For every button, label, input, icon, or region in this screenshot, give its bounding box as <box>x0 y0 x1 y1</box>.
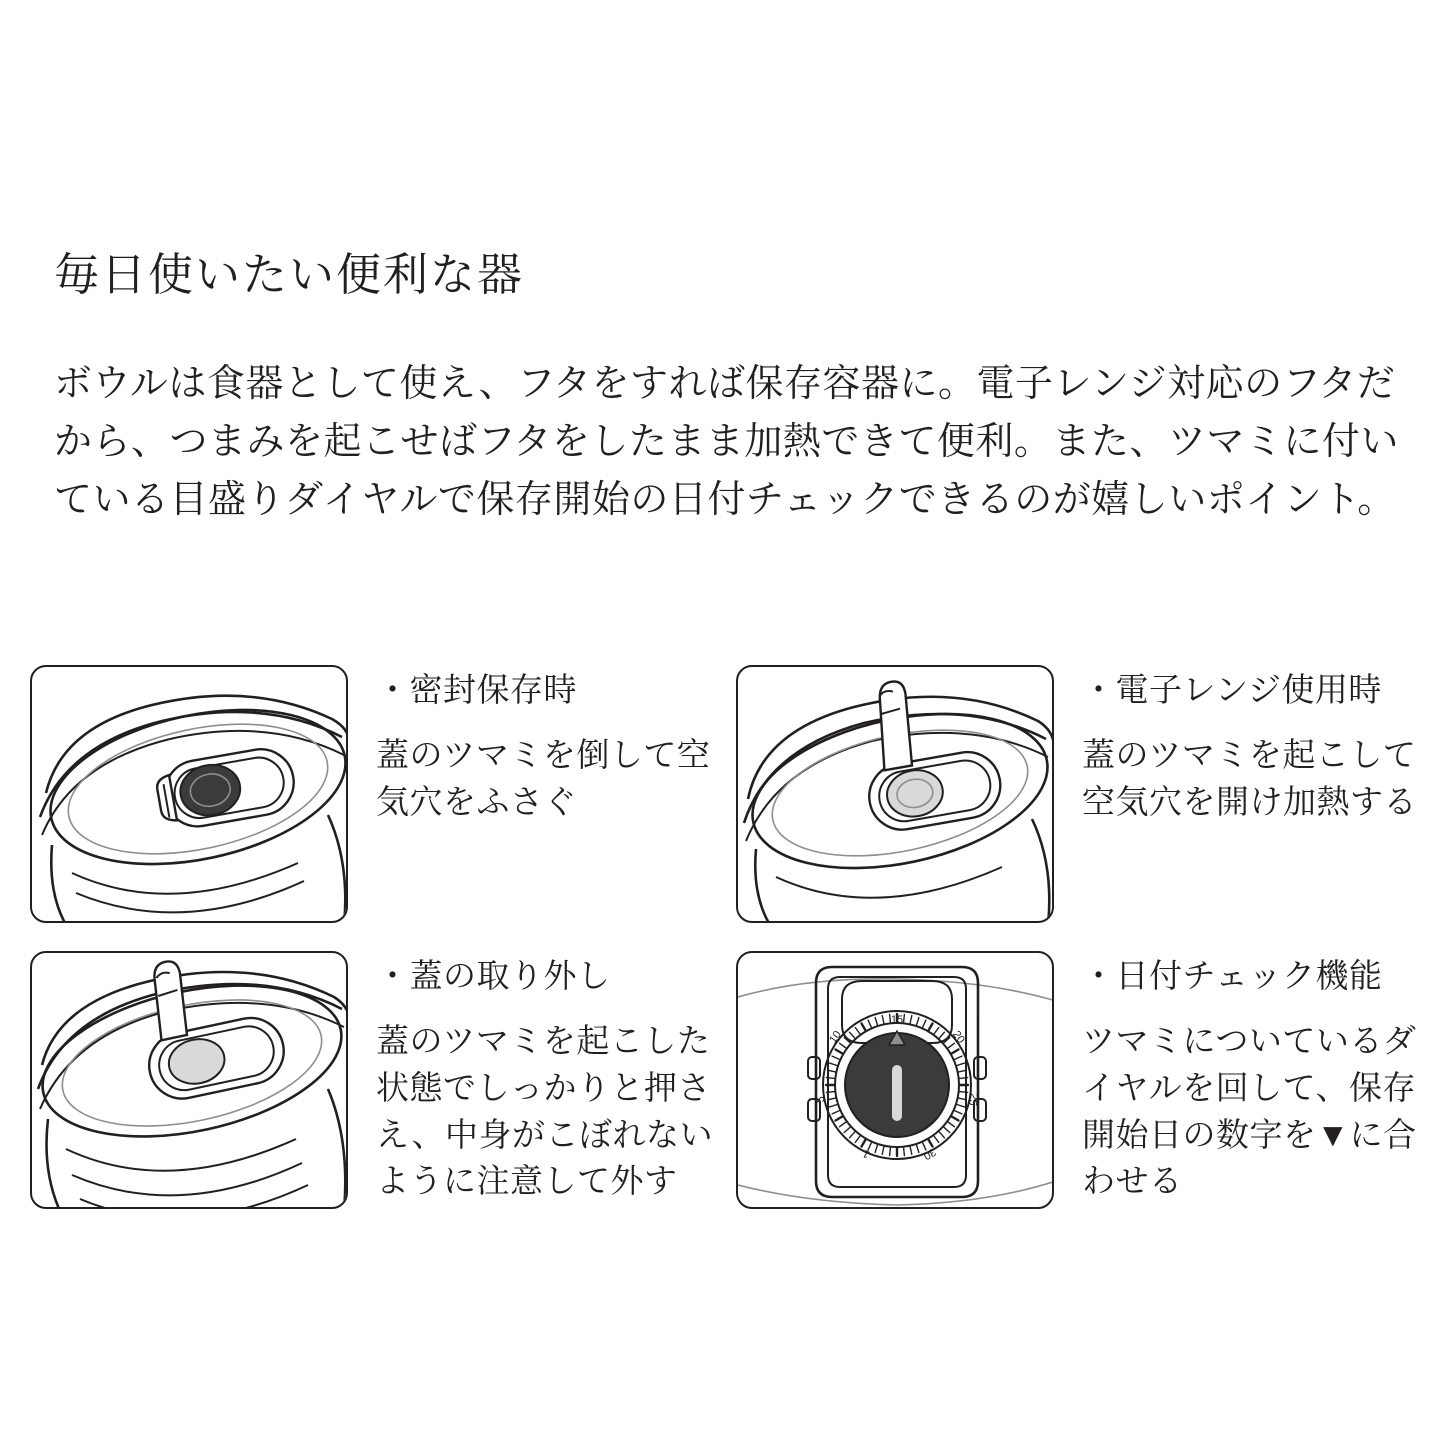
feature-row-2 <box>30 951 1420 1209</box>
feature-grid <box>30 665 1420 1209</box>
feature-body: 蓋のツマミを起こして空気穴を開け加熱する <box>1082 735 1417 820</box>
lid-knob-raised-microwave-illustration <box>736 665 1054 923</box>
feature-row-1 <box>30 665 1420 923</box>
feature-text-microwave <box>1082 665 1420 826</box>
dial-label-20: 20 <box>950 1028 967 1046</box>
feature-text-lid-removal <box>376 951 736 1205</box>
feature-body: 蓋のツマミを起こした状態でしっかりと押さえ、中身がこぼれないように注意して外す <box>376 1021 713 1200</box>
feature-cell-lid-removal <box>30 951 736 1209</box>
feature-title: ・密封保存時 <box>376 671 577 708</box>
feature-text-date-check <box>1082 951 1420 1205</box>
dial-label-1: 1 <box>860 1146 873 1161</box>
feature-cell-date-check <box>736 951 1420 1209</box>
dial-label-5: 5 <box>814 1095 828 1104</box>
dial-label-30: 30 <box>921 1145 938 1162</box>
feature-title: ・蓋の取り外し <box>376 957 611 994</box>
feature-title: ・日付チェック機能 <box>1082 957 1383 994</box>
feature-cell-sealed-storage <box>30 665 736 923</box>
feature-title: ・電子レンジ使用時 <box>1082 671 1382 708</box>
feature-body: 蓋のツマミを倒して空気穴をふさぐ <box>376 735 711 820</box>
dial-label-10: 10 <box>827 1028 844 1046</box>
lid-knob-closed-illustration <box>30 665 348 923</box>
lead-paragraph: ボウルは食器として使え、フタをすれば保存容器に。電子レンジ対応のフタだから、つまみを起こせばフタをしたまま加熱できて便利。また、ツマミに付いている目盛りダイヤルで保存開始の日付チェックできるのが嬉しいポイント。 <box>54 363 1399 521</box>
feature-cell-microwave <box>736 665 1420 923</box>
date-check-dial-illustration <box>736 951 1054 1209</box>
dial-label-15: 15 <box>890 1014 904 1026</box>
feature-body: ツマミについているダイヤルを回して、保存開始日の数字を▼に合わせる <box>1082 1021 1417 1200</box>
feature-text-sealed-storage <box>376 665 736 826</box>
lid-removal-illustration <box>30 951 348 1209</box>
page-title: 毎日使いたい便利な器 <box>54 249 525 301</box>
dial-label-25: 25 <box>965 1092 980 1107</box>
